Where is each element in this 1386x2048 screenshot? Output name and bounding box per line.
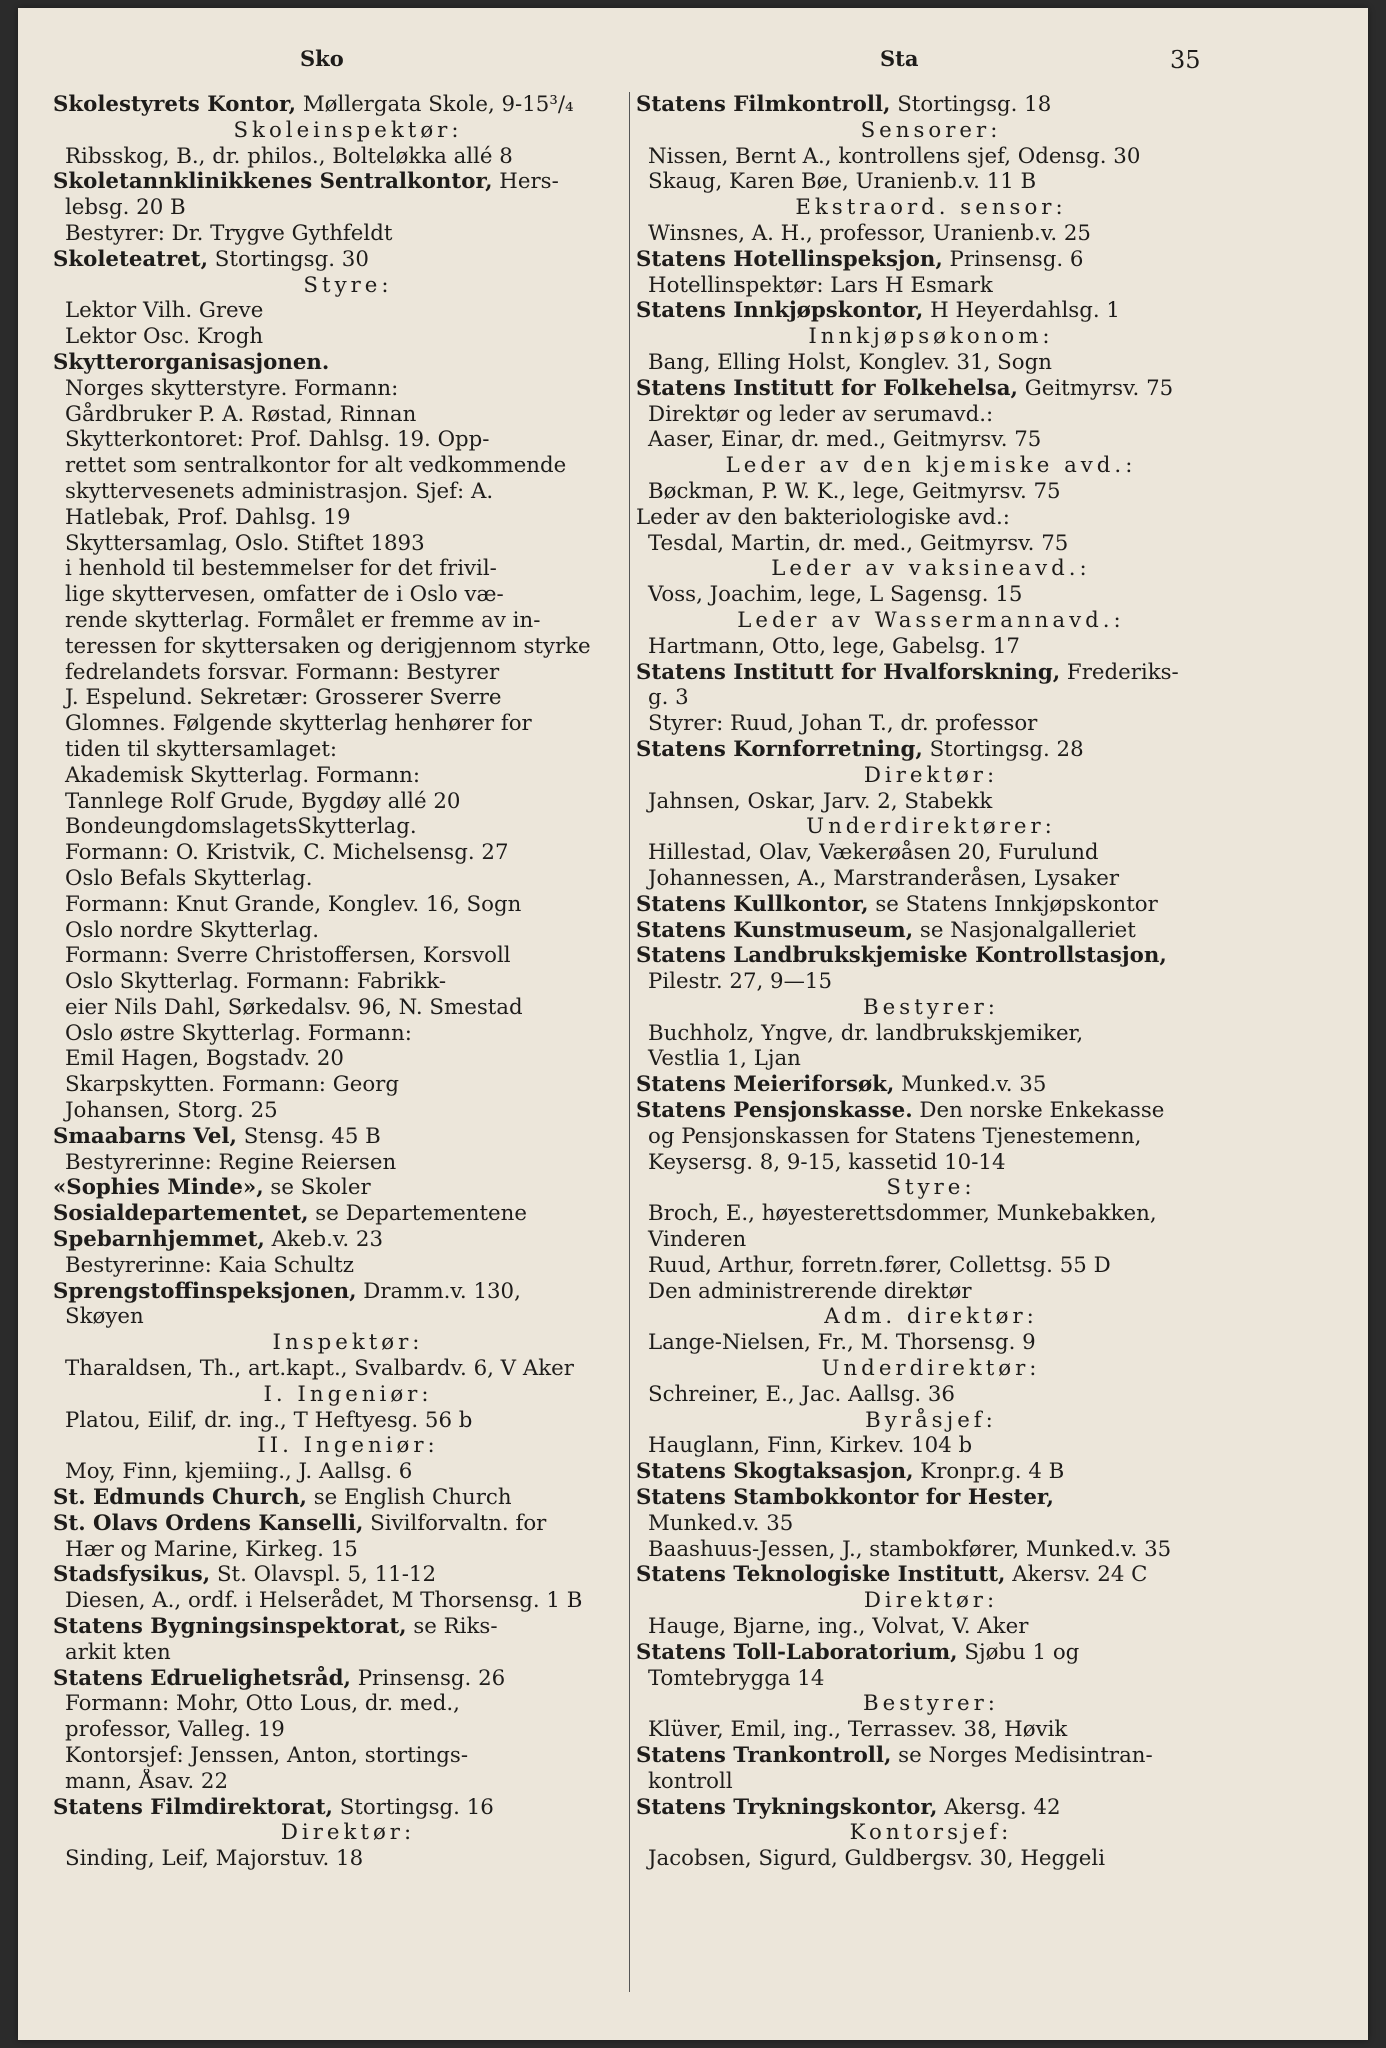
entry-name: Statens Institutt for Folkehelsa, — [636, 375, 1018, 401]
role-heading: Underdirektører: — [806, 814, 1056, 840]
entry-detail: Akeb.v. 23 — [264, 1227, 384, 1253]
entry-line: Munked.v. 35 — [648, 1510, 794, 1536]
directory-entry — [53, 1485, 643, 1511]
entry-line: Lange-Nielsen, Fr., M. Thorsensg. 9 — [648, 1330, 1036, 1356]
entry-detail: Stensg. 45 B — [236, 1123, 381, 1149]
directory-entry — [636, 1459, 1226, 1485]
directory-entry — [53, 1614, 643, 1640]
directory-entry — [636, 943, 1226, 969]
entry-name: Statens Kullkontor, — [636, 891, 869, 917]
entry-line: fedrelandets forsvar. Formann: Bestyrer — [65, 659, 500, 685]
role-heading: Leder av vaksineavd.: — [771, 556, 1091, 582]
role-heading: Sensorer: — [860, 117, 1002, 143]
role-heading: Kontorsjef: — [849, 1820, 1013, 1846]
role-heading: Leder av den kjemiske avd.: — [725, 453, 1137, 479]
entry-name: Statens Kunstmuseum, — [636, 917, 914, 943]
entry-name: Statens Stambokkontor for Hester, — [636, 1485, 1054, 1511]
entry-name: Skoletannklinikkenes Sentralkontor, — [53, 169, 493, 195]
directory-page — [18, 8, 1368, 2040]
entry-line: Voss, Joachim, lege, L Sagensg. 15 — [648, 582, 1023, 608]
entry-line: Baashuus-Jessen, J., stambokfører, Munked.v. 35 — [648, 1536, 1172, 1562]
role-heading: Ekstraord. sensor: — [795, 195, 1067, 221]
entry-line: Hartmann, Otto, lege, Gabelsg. 17 — [648, 633, 1020, 659]
entry-line: Moy, Finn, kjemiing., J. Aallsg. 6 — [65, 1459, 413, 1485]
entry-line: Direktør og leder av serumavd.: — [648, 401, 994, 427]
directory-entry — [53, 92, 643, 118]
entry-line: Formann: Knut Grande, Konglev. 16, Sogn — [65, 891, 522, 917]
entry-detail: Stortingsg. 30 — [208, 246, 369, 272]
role-heading: Styre: — [303, 272, 393, 298]
entry-line: Skaug, Karen Bøe, Uranienb.v. 11 B — [648, 169, 1037, 195]
entry-line: Tannlege Rolf Grude, Bygdøy allé 20 — [65, 788, 461, 814]
entry-line: eier Nils Dahl, Sørkedalsv. 96, N. Smestad — [65, 994, 523, 1020]
entry-line: Tesdal, Martin, dr. med., Geitmyrsv. 75 — [648, 530, 1069, 556]
entry-name: Statens Trankontroll, — [636, 1743, 892, 1768]
entry-name: Statens Innkjøpskontor, — [636, 298, 924, 324]
directory-entry — [636, 918, 1226, 944]
entry-line: Ribsskog, B., dr. philos., Bolteløkka allé 8 — [65, 143, 513, 169]
entry-detail: se Departementene — [308, 1201, 527, 1227]
entry-line: Norges skytterstyre. Formann: — [65, 375, 399, 401]
directory-entry — [636, 505, 1226, 531]
role-heading: Direktør: — [280, 1820, 416, 1846]
entry-detail: Geitmyrsv. 75 — [1017, 375, 1174, 401]
entry-name: Skolestyrets Kontor, — [53, 92, 297, 117]
entry-line: Bestyrerinne: Kaia Schultz — [65, 1252, 354, 1278]
entry-name: Sosialdepartementet, — [53, 1201, 309, 1227]
directory-entry — [636, 376, 1226, 402]
entry-line: rende skytterlag. Formålet er fremme av in- — [65, 607, 541, 633]
entry-name: Skoleteatret, — [53, 246, 209, 272]
entry-detail: Prinsensg. 26 — [350, 1665, 506, 1691]
right-column — [629, 92, 1226, 1992]
entry-line: Tharaldsen, Th., art.kapt., Svalbardv. 6, V Aker — [65, 1356, 574, 1382]
entry-detail: Kronpr.g. 4 B — [913, 1459, 1065, 1485]
entry-name: Sprengstoffinspeksjonen, — [53, 1278, 357, 1304]
entry-name: Statens Toll-Laboratorium, — [636, 1639, 958, 1665]
entry-line: Sinding, Leif, Majorstuv. 18 — [65, 1846, 364, 1872]
entry-name: Spebarnhjemmet, — [53, 1227, 265, 1253]
role-heading: Underdirektør: — [821, 1356, 1041, 1382]
directory-entry — [636, 1562, 1226, 1588]
entry-detail: Stortingsg. 18 — [890, 92, 1052, 117]
role-heading: Bestyrer: — [863, 994, 999, 1020]
entry-detail: Munked.v. 35 — [894, 1072, 1047, 1098]
entry-detail: Prinsensg. 6 — [942, 246, 1084, 272]
entry-line: Winsnes, A. H., professor, Uranienb.v. 25 — [648, 220, 1091, 246]
page-number: 35 — [1170, 46, 1201, 74]
entry-line: Oslo østre Skytterlag. Formann: — [65, 1020, 412, 1046]
entry-detail: Frederiks- — [1060, 659, 1179, 685]
entry-detail: Den norske Enkekasse — [912, 1098, 1165, 1124]
directory-entry — [53, 1227, 643, 1253]
entry-name: Statens Hotellinspeksjon, — [636, 246, 943, 272]
directory-entry — [636, 1072, 1226, 1098]
entry-detail: se Skoler — [263, 1175, 371, 1201]
directory-entry — [53, 1124, 643, 1150]
right-running-head: Sta — [880, 46, 919, 71]
entry-name: Statens Landbrukskjemiske Kontrollstasjon, — [636, 943, 1167, 969]
entry-line: Jahnsen, Oskar, Jarv. 2, Stabekk — [648, 788, 993, 814]
directory-entry — [636, 1098, 1226, 1124]
page-header — [18, 46, 1368, 82]
entry-line: J. Espelund. Sekretær: Grosserer Sverre — [65, 685, 502, 711]
role-heading: Styre: — [886, 1175, 976, 1201]
entry-line: lebsg. 20 B — [65, 195, 186, 221]
entry-name: Skytterorganisasjonen. — [53, 349, 330, 375]
entry-detail: Stortingsg. 16 — [332, 1794, 494, 1820]
entry-line: Akademisk Skytterlag. Formann: — [65, 762, 421, 788]
entry-line: professor, Valleg. 19 — [65, 1717, 285, 1743]
directory-entry — [53, 1562, 643, 1588]
entry-line: Jacobsen, Sigurd, Guldbergsv. 30, Heggeli — [648, 1846, 1106, 1872]
entry-name: Statens Filmdirektorat, — [53, 1794, 333, 1820]
directory-entry — [636, 298, 1226, 324]
directory-entry — [53, 1279, 643, 1305]
entry-line: Hauglann, Finn, Kirkev. 104 b — [648, 1433, 973, 1459]
entry-line: kontroll — [648, 1768, 733, 1794]
directory-entry — [636, 92, 1226, 118]
entry-line: Skarpskytten. Formann: Georg — [65, 1072, 399, 1098]
entry-line: arkit kten — [65, 1639, 171, 1665]
entry-name: Statens Kornforretning, — [636, 736, 923, 762]
entry-line: Ruud, Arthur, forretn.fører, Collettsg. 55 D — [648, 1252, 1111, 1278]
entry-line: Johansen, Storg. 25 — [65, 1098, 278, 1124]
entry-line: Pilestr. 27, 9—15 — [648, 969, 833, 995]
entry-name: Smaabarns Vel, — [53, 1123, 237, 1149]
entry-line: og Pensjonskassen for Statens Tjenestemenn, — [648, 1123, 1142, 1149]
entry-detail: Sjøbu 1 og — [957, 1639, 1080, 1665]
entry-line: Platou, Eilif, dr. ing., T Heftyesg. 56 b — [65, 1407, 473, 1433]
entry-detail: Hers- — [492, 169, 559, 195]
entry-line: Gårdbruker P. A. Røstad, Rinnan — [65, 401, 417, 427]
entry-detail: se Statens Innkjøpskontor — [868, 891, 1158, 917]
entry-line: skyttervesenets administrasjon. Sjef: A. — [65, 478, 494, 504]
role-heading: Innkjøpsøkonom: — [808, 324, 1054, 350]
directory-entry — [636, 892, 1226, 918]
entry-line: Nissen, Bernt A., kontrollens sjef, Odensg. 30 — [648, 143, 1141, 169]
entry-name: Statens Trykningskontor, — [636, 1794, 938, 1820]
entry-name: Statens Filmkontroll, — [636, 92, 891, 117]
directory-entry — [53, 1795, 643, 1821]
entry-name: Statens Institutt for Hvalforskning, — [636, 659, 1061, 685]
role-heading: Adm. direktør: — [824, 1304, 1038, 1330]
entry-detail: se Riks- — [406, 1614, 498, 1640]
entry-name: Statens Edruelighetsråd, — [53, 1665, 351, 1691]
entry-line: lige skyttervesen, omfatter de i Oslo væ- — [65, 582, 504, 608]
directory-entry — [636, 1743, 1226, 1769]
entry-line: Oslo Skytterlag. Formann: Fabrikk- — [65, 969, 447, 995]
entry-detail: Akersg. 42 — [937, 1794, 1061, 1820]
entry-line: Hauge, Bjarne, ing., Volvat, V. Aker — [648, 1614, 1029, 1640]
directory-entry — [636, 1640, 1226, 1666]
entry-line: Bøckman, P. W. K., lege, Geitmyrsv. 75 — [648, 478, 1061, 504]
entry-line: Skytterkontoret: Prof. Dahlsg. 19. Opp- — [65, 427, 490, 453]
entry-line: Bestyrer: Dr. Trygve Gythfeldt — [65, 220, 393, 246]
entry-line: g. 3 — [648, 685, 689, 711]
directory-entry — [636, 737, 1226, 763]
entry-line: Lektor Vilh. Greve — [65, 298, 264, 324]
left-column — [53, 92, 643, 1992]
entry-line: Glomnes. Følgende skytterlag henhører for — [65, 711, 532, 737]
entry-line: Oslo Befals Skytterlag. — [65, 865, 313, 891]
entry-detail: Stortingsg. 28 — [922, 736, 1084, 762]
entry-line: teressen for skyttersaken og derigjennom styrke — [65, 633, 591, 659]
entry-line: rettet som sentralkontor for alt vedkommende — [65, 453, 567, 479]
entry-line: Oslo nordre Skytterlag. — [65, 917, 320, 943]
role-heading: Direktør: — [863, 762, 999, 788]
entry-line: Formann: Mohr, Otto Lous, dr. med., — [65, 1691, 460, 1717]
entry-detail: Møllergata Skole, 9-15³/₄ — [296, 92, 574, 117]
entry-line: mann, Åsav. 22 — [65, 1768, 229, 1794]
entry-detail: Sivilforvaltn. for — [363, 1510, 547, 1536]
entry-line: i henhold til bestemmelser for det frivil- — [65, 556, 497, 582]
entry-detail: H Heyerdahlsg. 1 — [923, 298, 1120, 324]
entry-line: Skyttersamlag, Oslo. Stiftet 1893 — [65, 530, 425, 556]
entry-line: Den administrerende direktør — [648, 1278, 972, 1304]
entry-line: Broch, E., høyesterettsdommer, Munkebakken, — [648, 1201, 1157, 1227]
entry-line: Styrer: Ruud, Johan T., dr. professor — [648, 711, 1038, 737]
entry-line: Diesen, A., ordf. i Helserådet, M Thorsensg. 1 B — [65, 1588, 583, 1614]
entry-line: Vestlia 1, Ljan — [648, 1046, 801, 1072]
entry-detail: Akersv. 24 C — [1005, 1562, 1148, 1588]
entry-name: Statens Meieriforsøk, — [636, 1072, 895, 1098]
entry-name: St. Edmunds Church, — [53, 1485, 307, 1511]
directory-entry — [53, 1175, 643, 1201]
directory-entry — [636, 1795, 1226, 1821]
entry-name: «Sophies Minde», — [53, 1175, 264, 1201]
entry-name: Statens Skogtaksasjon, — [636, 1459, 914, 1485]
entry-line: Buchholz, Yngve, dr. landbrukskjemiker, — [648, 1020, 1084, 1046]
left-running-head: Sko — [300, 46, 344, 71]
entry-line: Keysersg. 8, 9-15, kassetid 10-14 — [648, 1149, 1006, 1175]
entry-line: Formann: Sverre Christoffersen, Korsvoll — [65, 943, 511, 969]
entry-line: Vinderen — [648, 1227, 747, 1253]
entry-line: Schreiner, E., Jac. Aallsg. 36 — [648, 1381, 955, 1407]
entry-line: Bestyrerinne: Regine Reiersen — [65, 1149, 397, 1175]
entry-line: Hotellinspektør: Lars H Esmark — [648, 272, 993, 298]
role-heading: Bestyrer: — [863, 1691, 999, 1717]
entry-name: St. Olavs Ordens Kanselli, — [53, 1510, 364, 1536]
entry-line: BondeungdomslagetsSkytterlag. — [65, 814, 417, 840]
entry-line: Tomtebrygga 14 — [648, 1665, 825, 1691]
role-heading: I. Ingeniør: — [263, 1381, 433, 1407]
entry-line: Johannessen, A., Marstranderåsen, Lysaker — [648, 865, 1119, 891]
entry-line: Kontorsjef: Jenssen, Anton, stortings- — [65, 1743, 469, 1768]
role-heading: Leder av Wassermannavd.: — [737, 607, 1125, 633]
entry-line: Aaser, Einar, dr. med., Geitmyrsv. 75 — [648, 427, 1042, 453]
role-heading: Skoleinspektør: — [233, 117, 463, 143]
role-heading: II. Ingeniør: — [257, 1433, 439, 1459]
entry-name: Statens Pensjonskasse. — [636, 1098, 913, 1124]
directory-entry — [53, 1511, 643, 1537]
directory-entry — [636, 660, 1226, 686]
role-heading: Byråsjef: — [865, 1407, 997, 1433]
directory-entry — [53, 350, 643, 376]
entry-line: Hillestad, Olav, Vækerøåsen 20, Furulund — [648, 840, 1099, 866]
entry-detail: se English Church — [306, 1485, 512, 1511]
entry-line: Emil Hagen, Bogstadv. 20 — [65, 1046, 344, 1072]
entry-detail: se Norges Medisintran- — [891, 1743, 1153, 1768]
entry-line: tiden til skyttersamlaget: — [65, 736, 338, 762]
directory-entry — [53, 247, 643, 273]
entry-line: Lektor Osc. Krogh — [65, 324, 264, 350]
directory-entry — [53, 169, 643, 195]
directory-entry — [53, 1666, 643, 1692]
entry-detail: St. Olavspl. 5, 11-12 — [210, 1562, 437, 1588]
entry-detail: Leder av den bakteriologiske avd.: — [636, 504, 1010, 530]
role-heading: Inspektør: — [272, 1330, 424, 1356]
entry-line: Hær og Marine, Kirkeg. 15 — [65, 1536, 358, 1562]
entry-detail: se Nasjonalgalleriet — [913, 917, 1136, 943]
directory-entry — [636, 1485, 1226, 1511]
directory-entry — [53, 1201, 643, 1227]
entry-line: Bang, Elling Holst, Konglev. 31, Sogn — [648, 349, 1052, 375]
entry-line: Klüver, Emil, ing., Terrassev. 38, Høvik — [648, 1717, 1068, 1743]
entry-detail: Dramm.v. 130, — [356, 1278, 521, 1304]
directory-entry — [636, 247, 1226, 273]
role-heading: Direktør: — [863, 1588, 999, 1614]
entry-name: Statens Bygningsinspektorat, — [53, 1614, 407, 1640]
entry-line: Hatlebak, Prof. Dahlsg. 19 — [65, 504, 351, 530]
entry-name: Stadsfysikus, — [53, 1562, 211, 1588]
entry-line: Formann: O. Kristvik, C. Michelsensg. 27 — [65, 840, 509, 866]
entry-line: Skøyen — [65, 1304, 144, 1330]
entry-name: Statens Teknologiske Institutt, — [636, 1562, 1006, 1588]
